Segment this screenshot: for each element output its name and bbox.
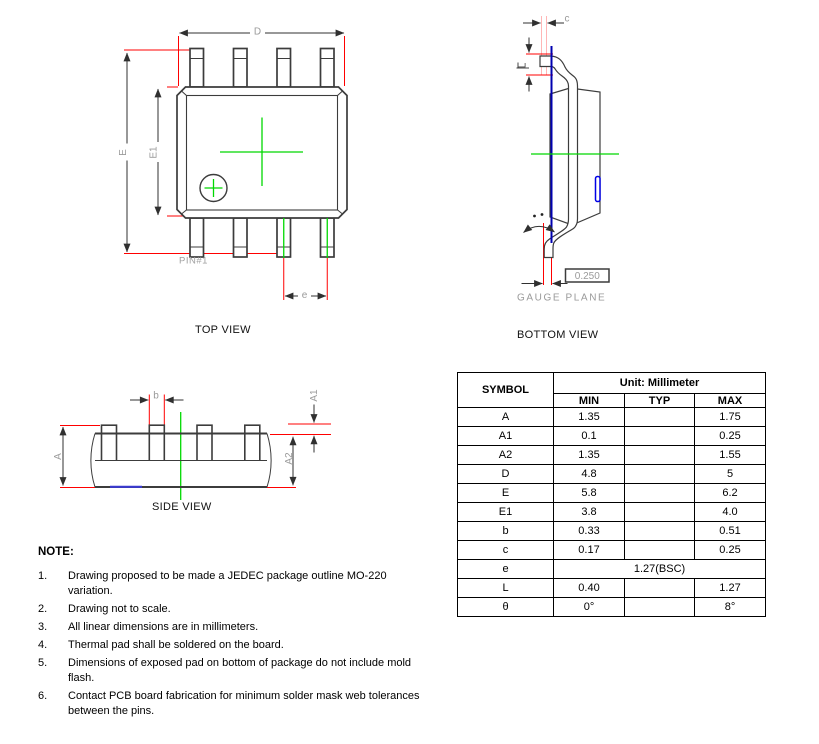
top-view-drawing (100, 10, 360, 320)
note-number: 1. (38, 570, 48, 582)
dim-label-l: L (517, 62, 529, 69)
table-row: A 1.35 1.75 (458, 408, 766, 427)
table-row: A1 0.1 0.25 (458, 427, 766, 446)
note-item (38, 602, 440, 617)
header-min: MIN (554, 394, 625, 408)
pin1-label: PIN#1 (179, 255, 208, 267)
note-text: All linear dimensions are in millimeters. (68, 621, 259, 633)
gauge-offset-value: 0.250 (574, 271, 600, 282)
table-row: L 0.40 1.27 (458, 579, 766, 598)
note-item (38, 569, 440, 599)
side-extension-lines (60, 395, 331, 488)
gauge-plane-label: GAUGE PLANE (517, 292, 607, 304)
dim-label-d: D (253, 26, 262, 38)
header-max: MAX (695, 394, 766, 408)
note-text: Dimensions of exposed pad on bottom of package do not include mold flash. (68, 657, 412, 684)
table-row: θ 0° 8° (458, 598, 766, 617)
bottom-view-drawing (490, 10, 670, 310)
dim-label-b: b (153, 390, 159, 402)
table-row-merged: e 1.27(BSC) (458, 560, 766, 579)
note-item (38, 638, 440, 653)
notes-header: NOTE: (38, 546, 74, 558)
note-number: 2. (38, 603, 48, 615)
dim-label-c: c (564, 13, 570, 25)
note-item (38, 656, 440, 686)
note-text: Thermal pad shall be soldered on the board. (68, 639, 284, 651)
thermal-slot (596, 177, 601, 202)
note-item (38, 620, 440, 635)
table-header-row-unit (458, 373, 766, 394)
note-text: Drawing proposed to be made a JEDEC package outline MO-220 variation. (68, 570, 387, 597)
table-row: b 0.33 0.51 (458, 522, 766, 541)
dim-label-a1: A1 (309, 389, 320, 402)
top-view-label: TOP VIEW (195, 324, 251, 336)
table-row: E 5.8 6.2 (458, 484, 766, 503)
dim-label-a2: A2 (284, 452, 295, 465)
note-number: 6. (38, 690, 48, 702)
note-item (38, 689, 440, 719)
side-view-label: SIDE VIEW (152, 501, 212, 513)
side-dimension-lines (63, 400, 314, 486)
table-row: E1 3.8 4.0 (458, 503, 766, 522)
note-number: 5. (38, 657, 48, 669)
dim-label-a: A (53, 453, 64, 460)
dim-label-pitch-e: e (301, 290, 308, 301)
dim-label-e1: E1 (148, 146, 160, 159)
note-number: 3. (38, 621, 48, 633)
dim-label-e-outer: E (118, 149, 129, 156)
notes-section (38, 545, 440, 722)
table-row: A2 1.35 1.55 (458, 446, 766, 465)
table-row: D 4.8 5 (458, 465, 766, 484)
dimensions-table (457, 372, 766, 617)
bottom-view-label: BOTTOM VIEW (517, 329, 599, 341)
note-number: 4. (38, 639, 48, 651)
header-typ: TYP (625, 394, 695, 408)
note-text: Drawing not to scale. (68, 603, 171, 615)
table-row: c 0.17 0.25 (458, 541, 766, 560)
header-unit: Unit: Millimeter (554, 373, 766, 394)
side-view-drawing (40, 378, 340, 505)
header-symbol: SYMBOL (458, 373, 554, 408)
note-text: Contact PCB board fabrication for minimum solder mask web tolerances between the pins. (68, 690, 420, 717)
